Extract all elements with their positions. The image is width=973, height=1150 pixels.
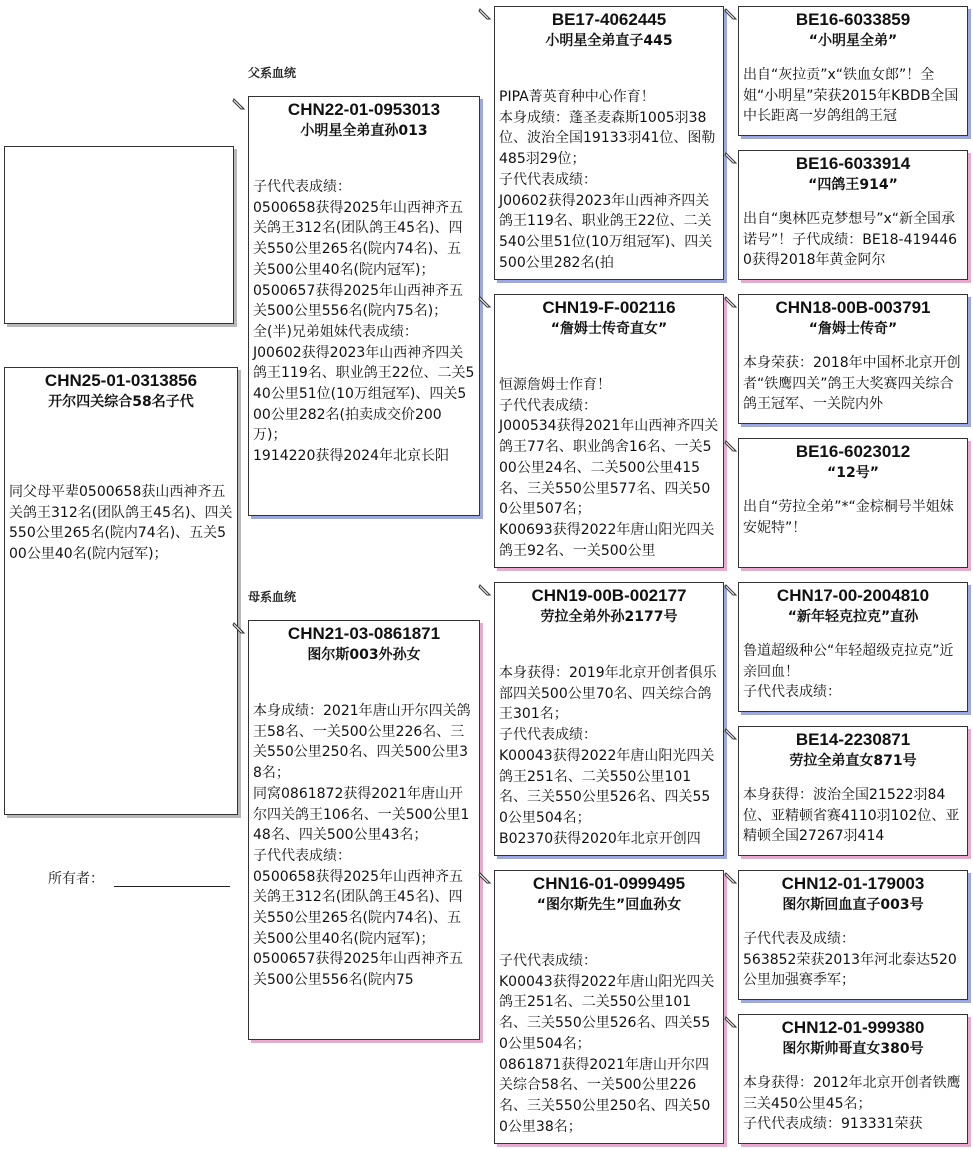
pencil-icon[interactable] bbox=[724, 7, 738, 21]
pencil-icon[interactable] bbox=[724, 583, 738, 597]
ds-name: 劳拉全弟外孙2177号 bbox=[540, 609, 678, 625]
owner-line bbox=[114, 886, 230, 887]
dd-ring: CHN16-01-0999495 bbox=[532, 874, 686, 893]
ss-desc: PIPA菁英育种中心作育！ 本身成绩：蓬圣麦森斯1005羽38位、波治全国19133羽41位、图勒485羽29位； 子代代表成绩： J00602获得2023年山西神齐四关鸽王119名、职业鸽王22位、二关540公里51位(10万组冠军)、四关500公里282名(拍 bbox=[499, 89, 716, 271]
sire-name: 小明星全弟直孙013 bbox=[300, 123, 428, 139]
pencil-icon[interactable] bbox=[232, 97, 246, 111]
sss-name: “小明星全弟” bbox=[808, 33, 898, 49]
ddd-ring: CHN12-01-999380 bbox=[781, 1018, 925, 1037]
dam-card bbox=[248, 620, 480, 1040]
ds-desc: 本身获得：2019年北京开创者俱乐部四关500公里70名、四关综合鸽王301名； 子代代表成绩： K00043获得2022年唐山阳光四关鸽王251名、二关550公里101名、三关550公里526名、四关550公里504名； B02370获得2020年北京开创四 bbox=[499, 665, 717, 847]
pencil-icon[interactable] bbox=[724, 295, 738, 309]
sd-ring: CHN19-F-002116 bbox=[542, 298, 676, 317]
dam-desc: 本身成绩：2021年唐山开尔四关鸽王58名、一关500公里226名、三关550公里250名、四关500公里38名； 同窝0861872获得2021年唐山开尔四关鸽王106名、一关500公里148名、四关500公里43名； 子代代表成绩： 0500658获得2025年山西神齐五关鸽王312名(团队鸽王45名)、四关550公里265名(院内74名)、五关500公里40名(院内冠军)； 0500657获得2025年山西神齐五关500公里556名(院内75 bbox=[253, 703, 471, 989]
sd-card bbox=[494, 294, 724, 568]
sdd-ring: BE16-6023012 bbox=[795, 442, 911, 461]
pencil-icon[interactable] bbox=[478, 583, 492, 597]
owner-label: 所有者： bbox=[48, 871, 104, 887]
sds-card bbox=[738, 294, 968, 424]
ds-card bbox=[494, 582, 724, 856]
sire-card bbox=[248, 96, 480, 516]
sss-desc: 出自“灰拉贡”x“铁血女郎”！全姐“小明星”荣获2015年KBDB全国中长距离一岁鸽组鸽王冠 bbox=[743, 67, 959, 125]
dsd-ring: BE14-2230871 bbox=[795, 730, 911, 749]
pencil-icon[interactable] bbox=[232, 621, 246, 635]
dam-line-label: 母系血统 bbox=[248, 590, 297, 604]
sss-ring: BE16-6033859 bbox=[795, 10, 911, 29]
sire-line-label: 父系血统 bbox=[248, 66, 297, 80]
pencil-icon[interactable] bbox=[478, 295, 492, 309]
dds-desc: 子代代表及成绩： 563852荣获2013年河北泰达520公里加强赛季军； bbox=[743, 931, 957, 989]
ssd-ring: BE16-6033914 bbox=[795, 154, 911, 173]
dsd-card bbox=[738, 726, 968, 856]
dss-name: “新年轻克拉克”直孙 bbox=[787, 609, 919, 625]
pencil-icon[interactable] bbox=[724, 151, 738, 165]
dd-card bbox=[494, 870, 724, 1144]
photo-box bbox=[4, 146, 234, 324]
sire-ring: CHN22-01-0953013 bbox=[287, 100, 441, 119]
pencil-icon[interactable] bbox=[724, 1015, 738, 1029]
dds-card bbox=[738, 870, 968, 1000]
dss-ring: CHN17-00-2004810 bbox=[776, 586, 930, 605]
sdd-desc: 出自“劳拉全弟”*“金棕桐号半姐妹安妮特”！ bbox=[743, 499, 954, 536]
ddd-desc: 本身获得：2012年北京开创者铁鹰三关450公里45名； 子代代表成绩：913331荣获 bbox=[743, 1075, 961, 1133]
pencil-icon[interactable] bbox=[724, 439, 738, 453]
sd-name: “詹姆士传奇直女” bbox=[550, 321, 668, 337]
ddd-name: 图尔斯帅哥直女380号 bbox=[782, 1041, 924, 1057]
subject-ring: CHN25-01-0313856 bbox=[44, 371, 198, 390]
dss-card bbox=[738, 582, 968, 712]
dd-name: “图尔斯先生”回血孙女 bbox=[536, 897, 682, 913]
subject-name: 开尔四关综合58名子代 bbox=[48, 394, 194, 410]
dsd-name: 劳拉全弟直女871号 bbox=[789, 753, 917, 769]
ssd-card bbox=[738, 150, 968, 280]
sdd-name: “12号” bbox=[827, 465, 879, 481]
subject-desc: 同父母平辈0500658获山西神齐五关鸽王312名(团队鸽王45名)、四关550公里265名(院内74名)、五关500公里40名(院内冠军)； bbox=[9, 484, 233, 563]
ss-ring: BE17-4062445 bbox=[551, 10, 667, 29]
pencil-icon[interactable] bbox=[478, 7, 492, 21]
sss-card bbox=[738, 6, 968, 136]
pencil-icon[interactable] bbox=[724, 871, 738, 885]
ssd-name: “四鸽王914” bbox=[808, 177, 898, 193]
sd-desc: 恒源詹姆士作育！ 子代代表成绩： J000534获得2021年山西神齐四关鸽王77名、职业鸽舍16名、一关500公里24名、二关500公里415名、三关550公里577名、四关500公里507名； K00693获得2022年唐山阳光四关鸽王92名、一关500公里 bbox=[499, 377, 719, 559]
sds-desc: 本身荣获：2018年中国杯北京开创者“铁鹰四关”鸽王大奖赛四关综合鸽王冠军、一关院内外 bbox=[743, 355, 961, 413]
sire-desc: 子代代表成绩： 0500658获得2025年山西神齐五关鸽王312名(团队鸽王45名)、四关550公里265名(院内74名)、五关500公里40名(院内冠军)； 0500657获得2025年山西神齐五关500公里556名(院内75名)； 全(半)兄弟姐妹代表成绩： J00602获得2023年山西神齐四关鸽王119名、职业鸽王22位、二关540公里51位(10万组冠军)、四关500公里282名(拍卖成交价200万)； 1914220获得2024年北京长阳 bbox=[253, 179, 475, 465]
ds-ring: CHN19-00B-002177 bbox=[531, 586, 687, 605]
pencil-icon[interactable] bbox=[724, 727, 738, 741]
dam-name: 图尔斯003外孙女 bbox=[307, 647, 421, 663]
sdd-card bbox=[738, 438, 968, 568]
ssd-desc: 出自“奥林匹克梦想号”x“新全国承诺号”！子代成绩：BE18-4194460获得2018年黄金阿尔 bbox=[743, 211, 958, 269]
pencil-icon[interactable] bbox=[478, 871, 492, 885]
dds-name: 图尔斯回血直子003号 bbox=[782, 897, 924, 913]
dd-desc: 子代代表成绩： K00043获得2022年唐山阳光四关鸽王251名、二关550公里101名、三关550公里526名、四关550公里504名； 0861871获得2021年唐山开尔四关综合58名、一关500公里226名、三关550公里250名、四关500公里38名； bbox=[499, 953, 715, 1135]
dam-ring: CHN21-03-0861871 bbox=[287, 624, 441, 643]
dsd-desc: 本身获得：波治全国21522羽84位、亚精顿省赛4110羽102位、亚精顿全国27267羽414 bbox=[743, 787, 960, 845]
ss-card bbox=[494, 6, 724, 280]
dds-ring: CHN12-01-179003 bbox=[781, 874, 925, 893]
sds-name: “詹姆士传奇” bbox=[808, 321, 898, 337]
dss-desc: 鲁道超级种公“年轻超级克拉克”近亲回血！ 子代代表成绩： bbox=[743, 643, 954, 701]
subject-card bbox=[4, 367, 238, 815]
ss-name: 小明星全弟直子445 bbox=[545, 33, 673, 49]
sds-ring: CHN18-00B-003791 bbox=[775, 298, 931, 317]
ddd-card bbox=[738, 1014, 968, 1144]
